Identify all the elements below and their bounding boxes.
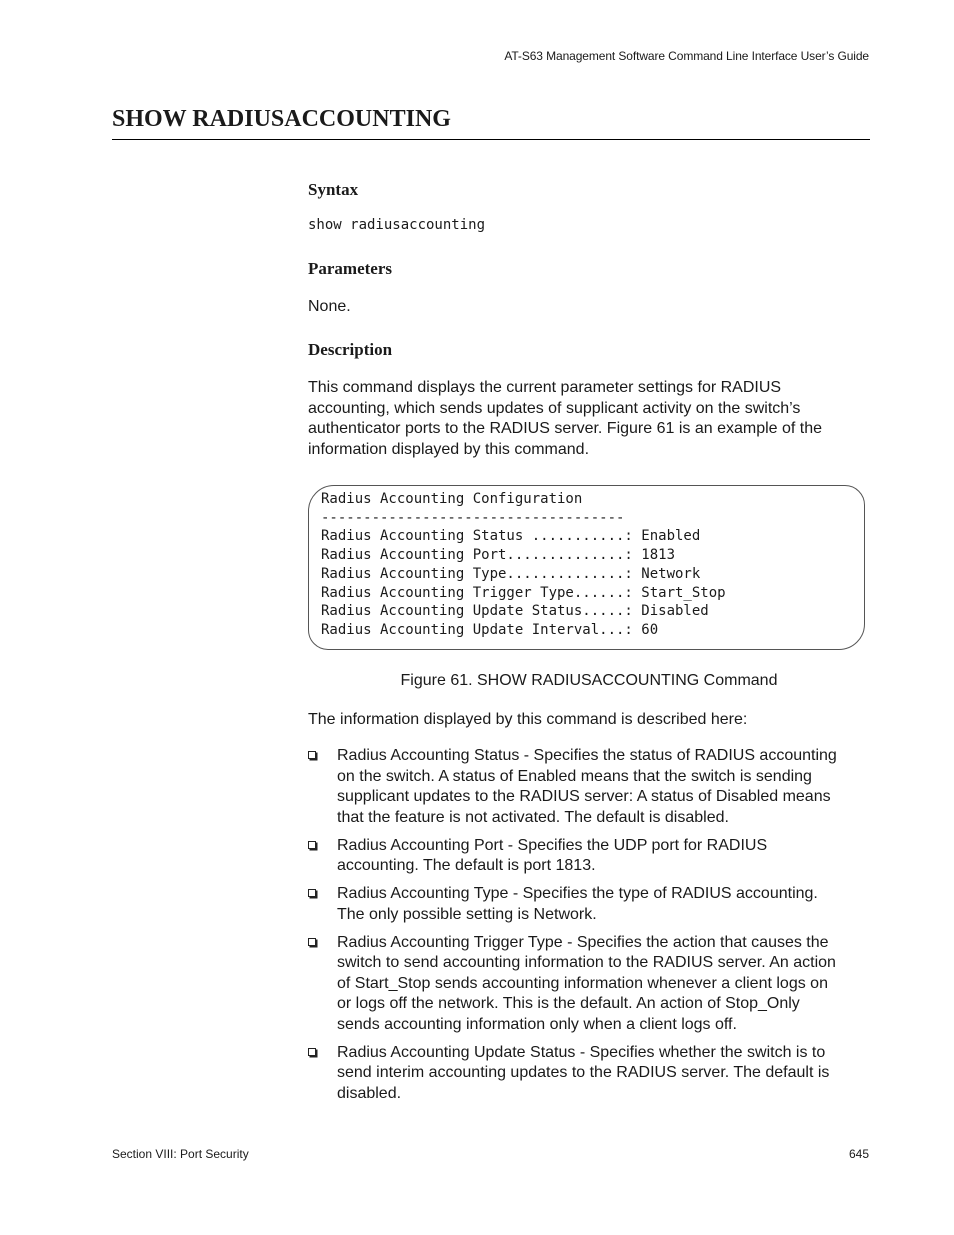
description-line: information displayed by this command. [308,440,590,458]
footer-page-number: 645 [848,1147,869,1161]
description-line: accounting, which sends updates of supplicant activity on the switch’s [308,399,801,417]
title-divider [112,139,870,140]
intro-text: The information displayed by this command is described here: [308,711,748,728]
description-line: authenticator ports to the RADIUS server. Figure 61 is an example of the [308,420,823,437]
list-item: Radius Accounting Update Status - Specifies whether the switch is to send interim accounting updates to the RADIUS server. The default is disabled. [308,1043,870,1105]
syntax-command: show radiusaccounting [308,217,486,233]
code-line: Radius Accounting Status ...........: Enabled [321,528,701,545]
code-line: Radius Accounting Configuration [321,491,583,507]
code-line: Radius Accounting Type..............: Network [321,565,701,582]
description-line: This command displays the current parameter settings for RADIUS [308,379,782,396]
checkbox-bullet-icon [308,751,316,759]
parameters-heading: Parameters [308,259,393,278]
list-item: Radius Accounting Trigger Type - Specifies the action that causes the switch to send accounting information to the RADIUS server. An action of Start_Stop sends accounting information whenever a client logs on or logs off the network. This is the default. An action of Stop_Only sends accounting information only when a client logs off. [308,933,870,1036]
footer-section: Section VIII: Port Security [112,1147,249,1161]
figure-code-lines [321,490,726,640]
syntax-heading: Syntax [308,180,359,199]
code-line: Radius Accounting Port..............: 1813 [321,547,676,564]
description-text [308,378,822,460]
checkbox-bullet-icon [308,889,316,897]
figure-caption: Figure 61. SHOW RADIUSACCOUNTING Command [400,672,778,689]
code-line: ------------------------------------ [321,509,625,526]
list-item: Radius Accounting Type - Specifies the type of RADIUS accounting. The only possible setting is Network. [308,884,870,925]
figure-code-box [308,485,865,650]
section-title: SHOW RADIUSACCOUNTING [112,106,451,132]
list-item: Radius Accounting Status - Specifies the status of RADIUS accounting on the switch. A status of Enabled means that the switch is sending supplicant updates to the RADIUS server: A status of Disabled means that the feature is not activated. The default is disabled. [308,746,870,828]
field-description-list [308,746,870,1112]
code-line: Radius Accounting Trigger Type......: Start_Stop [321,584,726,601]
description-heading: Description [308,340,393,359]
code-line: Radius Accounting Update Status.....: Disabled [321,603,709,620]
list-item: Radius Accounting Port - Specifies the UDP port for RADIUS accounting. The default is port 1813. [308,836,870,877]
checkbox-bullet-icon [308,1048,316,1056]
checkbox-bullet-icon [308,938,316,946]
header-guide-title: AT-S63 Management Software Command Line Interface User’s Guide [504,49,869,63]
code-line: Radius Accounting Update Interval...: 60 [321,621,659,638]
parameters-text: None. [308,298,351,315]
checkbox-bullet-icon [308,841,316,849]
